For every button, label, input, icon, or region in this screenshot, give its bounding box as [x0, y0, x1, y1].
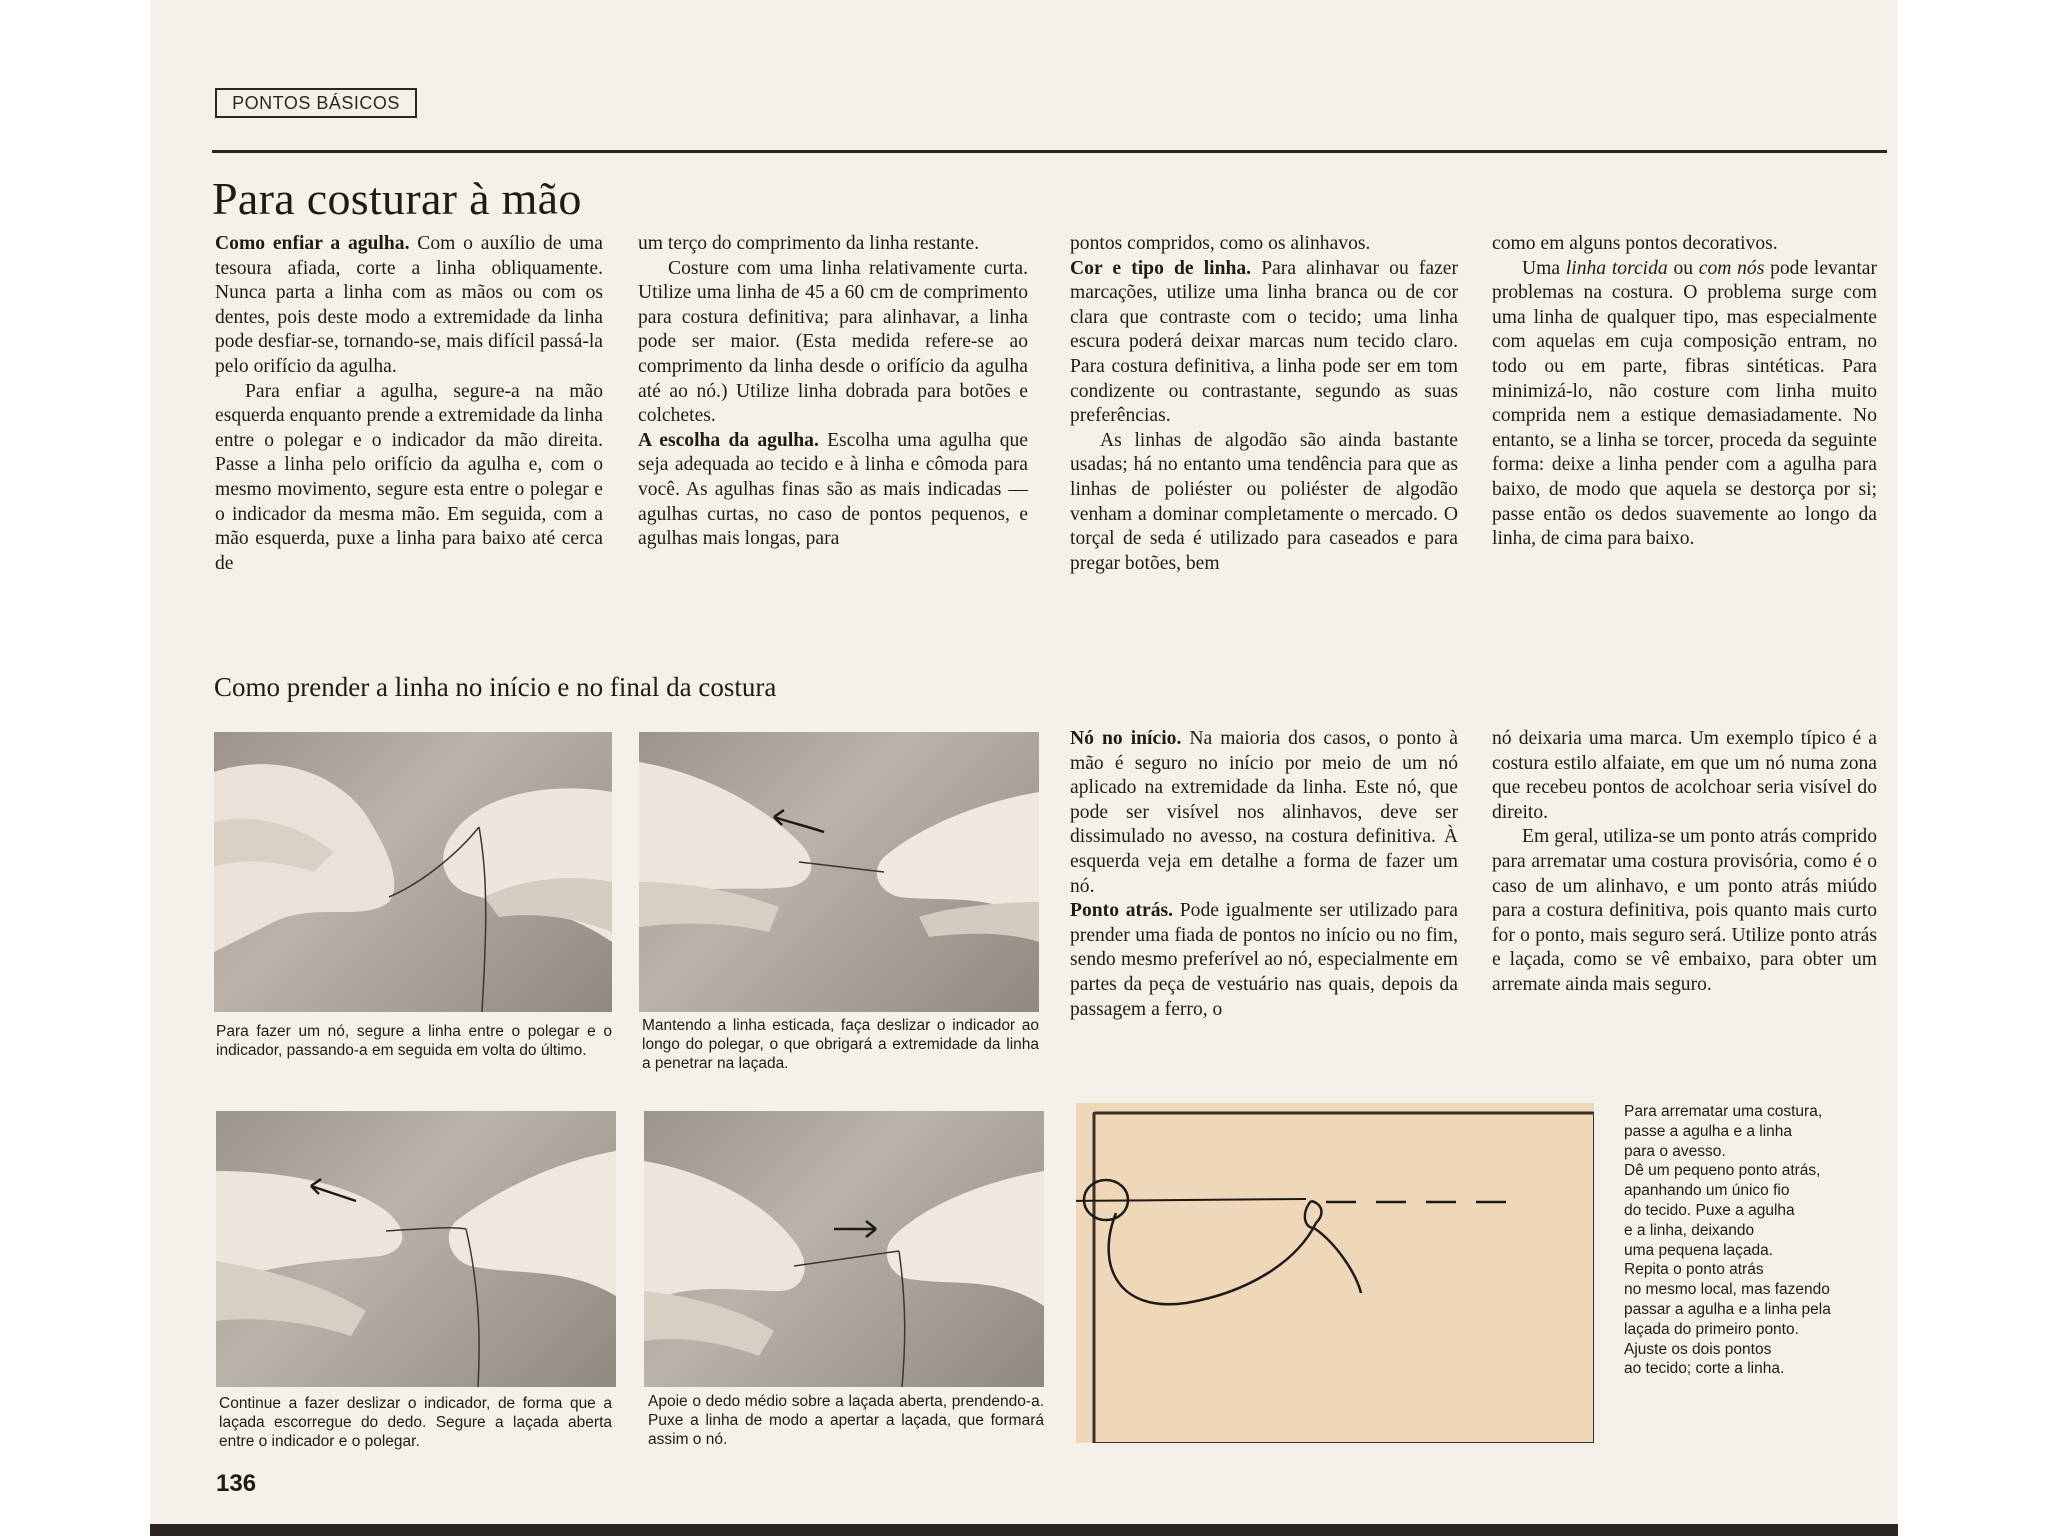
- text-column-2: [638, 232, 1028, 552]
- run-in-heading: Ponto atrás.: [1070, 900, 1174, 922]
- paragraph: um terço do comprimento da linha restante.: [638, 233, 980, 254]
- paragraph-text: Com o auxílio de uma tesoura afiada, corte a linha obliquamente. Nunca parta a linha com as mãos ou com os dentes, pois deste modo a extremidade da linha pode desfiar-se, tornando-se, mais difícil passá-la pelo orifício da agulha.: [215, 233, 603, 377]
- backstitch-diagram: [1076, 1103, 1594, 1443]
- caption-line: no mesmo local, mas fazendo: [1624, 1281, 1830, 1299]
- paragraph: pontos compridos, como os alinhavos.: [1070, 233, 1371, 254]
- caption-line: Repita o ponto atrás: [1624, 1261, 1764, 1279]
- text-run: pode levantar problemas na costura. O problema surge com uma linha de qualquer tipo, mas especialmente com aquelas em cuja composição entram, no todo ou em parte, fibras sintéticas. Para minimizá-lo, não costure com linha muito comprida nem a estique demasiadamente. No entanto, se a linha se torcer, proceda da seguinte forma: deixe a linha pender com a agulha para baixo, de modo que aquela se destorça por si; passe então os dedos suavemente ao longo da linha, de cima para baixo.: [1492, 257, 1877, 550]
- paragraph-text: Para alinhavar ou fazer marcações, utilize uma linha branca ou de cor clara que contraste com o tecido; uma linha escura poderá deixar marcas num tecido claro. Para costura definitiva, a linha pode ser em tom condizente ou contrastante, segundo as suas preferências.: [1070, 257, 1458, 427]
- hands-illustration: [216, 1111, 616, 1387]
- paragraph: [1070, 257, 1458, 429]
- needle-thread-illustration: [1076, 1103, 1594, 1443]
- run-in-heading: Nó no início.: [1070, 728, 1182, 749]
- right-margin: [1898, 0, 2048, 1536]
- paragraph: Em geral, utiliza-se um ponto atrás comprido para arrematar uma costura provisória, como é o caso de um alinhavo, e um ponto atrás miúdo para a costura definitiva, pois quanto mais curto for o ponto, mais seguro será. Utilize ponto atrás e laçada, como se vê embaixo, para obter um arremate ainda mais seguro.: [1492, 826, 1877, 995]
- caption-line: passe a agulha e a linha: [1624, 1122, 1793, 1140]
- photo-knot-step-1: [214, 732, 612, 1012]
- paragraph: [215, 232, 603, 380]
- paragraph: [638, 429, 1028, 552]
- caption-line: ao tecido; corte a linha.: [1624, 1360, 1785, 1378]
- paragraph-text: Escolha uma agulha que seja adequada ao tecido e à linha e cômoda para você. As agulhas finas são as mais indicadas — agulhas curtas, no caso de pontos pequenos, e agulhas mais longas, para: [638, 429, 1028, 550]
- hands-illustration: [644, 1111, 1044, 1387]
- paragraph: Para enfiar a agulha, segure-a na mão esquerda enquanto prende a extremidade da linha entre o polegar e o indicador da mão direita. Passe a linha pelo orifício da agulha e, com o mesmo movimento, segure esta entre o polegar e o indicador da mesma mão. Em seguida, com a mão esquerda, puxe a linha para baixo até cerca de: [215, 380, 603, 574]
- photo-knot-step-2: [639, 732, 1039, 1012]
- caption-line: passar a agulha e a linha pela: [1624, 1300, 1831, 1318]
- text-column-3-lower: [1070, 727, 1458, 1022]
- photo-knot-step-3: [216, 1111, 616, 1387]
- paragraph: como em alguns pontos decorativos.: [1492, 233, 1778, 254]
- text-column-4: [1492, 232, 1877, 552]
- page-bottom-edge: [150, 1524, 1898, 1536]
- paragraph: Costure com uma linha relativamente curta. Utilize uma linha de 45 a 60 cm de comprimento para costura definitiva; para alinhavar, a linha pode ser maior. (Esta medida refere-se ao comprimento da linha desde o orifício da agulha até ao nó.) Utilize linha dobrada para botões e colchetes.: [638, 257, 1028, 427]
- text-column-1: [215, 232, 603, 576]
- caption-line: e a linha, deixando: [1624, 1221, 1755, 1239]
- caption-line: Ajuste os dois pontos: [1624, 1340, 1772, 1358]
- text-column-3: [1070, 232, 1458, 576]
- photo-caption-1: Para fazer um nó, segure a linha entre o polegar e o indicador, passando-a em seguida em volta do último.: [216, 1023, 612, 1059]
- run-in-heading: A escolha da agulha.: [638, 429, 819, 451]
- hands-illustration: [214, 732, 612, 1012]
- paragraph: [1492, 257, 1877, 552]
- caption-line: Dê um pequeno ponto atrás,: [1624, 1162, 1821, 1180]
- text-column-4-lower: [1492, 727, 1877, 998]
- text-run: Uma: [1522, 257, 1566, 279]
- page-title: Para costurar à mão: [212, 173, 582, 224]
- photo-caption-4: Apoie o dedo médio sobre a laçada aberta, prendendo-a. Puxe a linha de modo a apertar a laçada, que formará assim o nó.: [648, 1393, 1044, 1448]
- italic-term: linha torcida: [1565, 257, 1668, 279]
- hands-illustration: [639, 732, 1039, 1012]
- run-in-heading: Cor e tipo de linha.: [1070, 257, 1252, 279]
- photo-caption-2: Mantendo a linha esticada, faça deslizar o indicador ao longo do polegar, o que obrigará a extremidade da linha a penetrar na laçada.: [642, 1017, 1039, 1072]
- caption-line: laçada do primeiro ponto.: [1624, 1320, 1799, 1338]
- paragraph: [1070, 727, 1458, 899]
- photo-knot-step-4: [644, 1111, 1044, 1387]
- paragraph-text: Na maioria dos casos, o ponto à mão é seguro no início por meio de um nó aplicado na extremidade da linha. Este nó, que pode ser visível nos alinhavos, deve ser dissimulado no avesso, na costura definitiva. À esquerda veja em detalhe a forma de fazer um nó.: [1070, 728, 1458, 897]
- page-number: 136: [216, 1470, 257, 1497]
- run-in-heading: Como enfiar a agulha.: [215, 233, 410, 254]
- caption-line: uma pequena laçada.: [1624, 1241, 1774, 1259]
- caption-line: apanhando um único fio: [1624, 1182, 1790, 1200]
- paragraph: As linhas de algodão são ainda bastante usadas; há no entanto uma tendência para que as linhas de poliéster ou poliéster de algodão venham a dominar completamente o mercado. O torçal de seda é utilizado para caseados e para pregar botões, bem: [1070, 429, 1458, 574]
- paragraph-text: Pode igualmente ser utilizado para prender uma fiada de pontos no início ou no fim, sendo mesmo preferível ao nó, especialmente em partes da peça de vestuário nas quais, depois da passagem a ferro, o: [1070, 900, 1458, 1020]
- diagram-caption: [1624, 1102, 1879, 1379]
- paragraph: [1070, 899, 1458, 1022]
- section-tag: PONTOS BÁSICOS: [215, 88, 417, 118]
- section-subheading: Como prender a linha no início e no final da costura: [214, 672, 777, 702]
- caption-line: para o avesso.: [1624, 1142, 1726, 1160]
- caption-line: do tecido. Puxe a agulha: [1624, 1201, 1795, 1219]
- paragraph: nó deixaria uma marca. Um exemplo típico é a costura estilo alfaiate, em que um nó numa zona que recebeu pontos de acolchoar seria visível do direito.: [1492, 728, 1877, 823]
- caption-line: Para arrematar uma costura,: [1624, 1103, 1823, 1120]
- title-rule: [212, 150, 1887, 153]
- italic-term: com nós: [1698, 257, 1765, 279]
- left-margin: [0, 0, 150, 1536]
- text-run: ou: [1667, 257, 1699, 279]
- photo-caption-3: Continue a fazer deslizar o indicador, de forma que a laçada escorregue do dedo. Segure a laçada aberta entre o indicador e o polegar.: [219, 1395, 612, 1450]
